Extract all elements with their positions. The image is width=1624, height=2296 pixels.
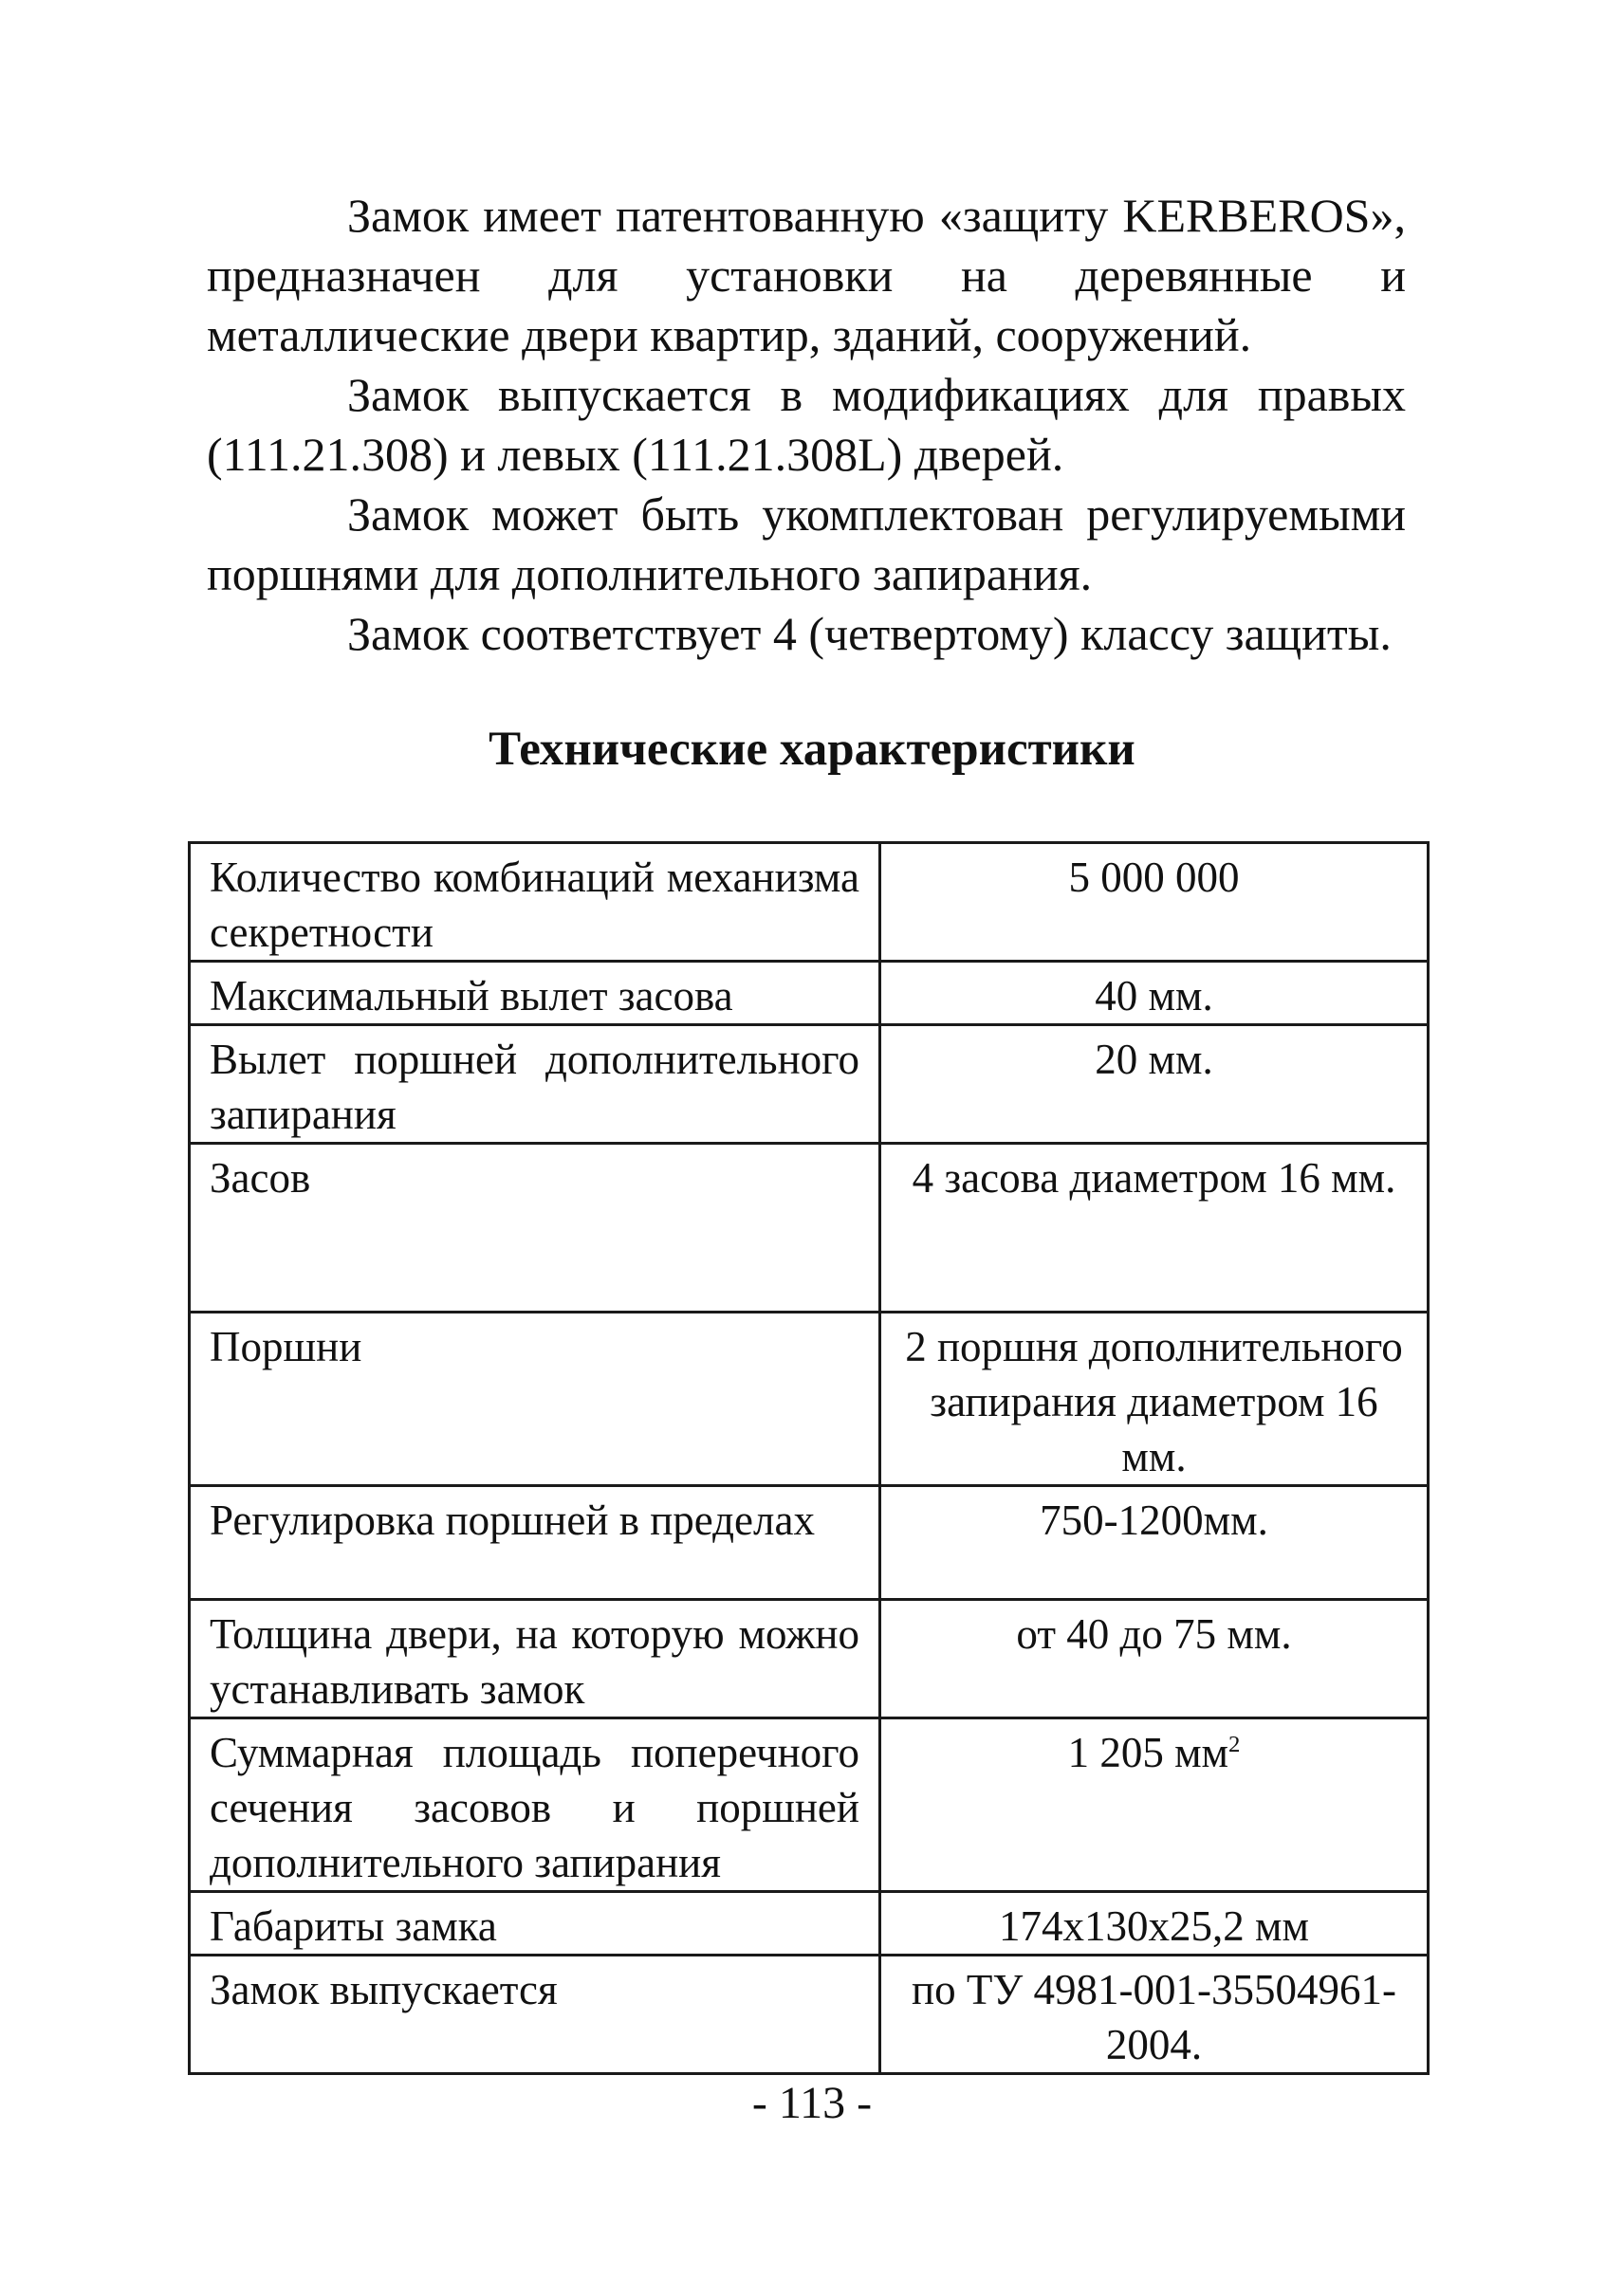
intro-paragraph-protection-class: Замок соответствует 4 (четвертому) классу защиты. — [347, 607, 1392, 660]
table-cell-value: 40 мм. — [880, 962, 1429, 1025]
table-cell-parameter: Замок выпускается — [190, 1956, 880, 2074]
intro-paragraph-pistons: Замок может быть укомплектован регулируемыми поршнями для дополнительного запирания. — [207, 487, 1406, 600]
intro-text — [207, 186, 1406, 664]
table-row — [190, 1718, 1429, 1892]
table-row — [190, 843, 1429, 962]
table-cell-parameter: Регулировка поршней в пределах — [190, 1486, 880, 1600]
square-superscript: 2 — [1228, 1732, 1241, 1757]
table-cell-value: 2 поршня дополнительного запирания диаметром 16 мм. — [880, 1313, 1429, 1486]
table-cell-parameter: Габариты замка — [190, 1892, 880, 1956]
table-cell-parameter: Вылет поршней дополнительного запирания — [190, 1025, 880, 1144]
table-cell-value: 174x130x25,2 мм — [880, 1892, 1429, 1956]
table-cell-parameter: Поршни — [190, 1313, 880, 1486]
table-row — [190, 1313, 1429, 1486]
table-cell-parameter: Суммарная площадь поперечного сечения засовов и поршней дополнительного запирания — [190, 1718, 880, 1892]
cross-section-value: 1 205 мм — [1067, 1729, 1229, 1776]
table-cell-parameter: Количество комбинаций механизма секретности — [190, 843, 880, 962]
specifications-table — [188, 841, 1430, 2075]
table-cell-value: 4 засова диаметром 16 мм. — [880, 1144, 1429, 1313]
table-cell-value — [880, 1718, 1429, 1892]
table-row — [190, 1025, 1429, 1144]
intro-paragraph-kerberos: Замок имеет патентованную «защиту KERBEROS», предназначен для установки на деревянные и металлические двери квартир, зданий, сооружений. — [207, 189, 1406, 361]
table-row — [190, 1486, 1429, 1600]
table-row — [190, 1892, 1429, 1956]
table-cell-value: по ТУ 4981-001-35504961-2004. — [880, 1956, 1429, 2074]
intro-paragraph-modifications: Замок выпускается в модификациях для правых (111.21.308) и левых (111.21.308L) дверей. — [207, 368, 1406, 481]
table-cell-parameter: Засов — [190, 1144, 880, 1313]
table-row — [190, 962, 1429, 1025]
section-title: Технические характеристики — [489, 723, 1135, 776]
table-cell-value: 750-1200мм. — [880, 1486, 1429, 1600]
page-number: - 113 - — [751, 2078, 873, 2128]
table-cell-parameter: Толщина двери, на которую можно устанавливать замок — [190, 1600, 880, 1718]
table-row — [190, 1600, 1429, 1718]
table-row — [190, 1956, 1429, 2074]
table-cell-value: 5 000 000 — [880, 843, 1429, 962]
table-row — [190, 1144, 1429, 1313]
table-cell-value: от 40 до 75 мм. — [880, 1600, 1429, 1718]
table-cell-value: 20 мм. — [880, 1025, 1429, 1144]
table-cell-parameter: Максимальный вылет засова — [190, 962, 880, 1025]
